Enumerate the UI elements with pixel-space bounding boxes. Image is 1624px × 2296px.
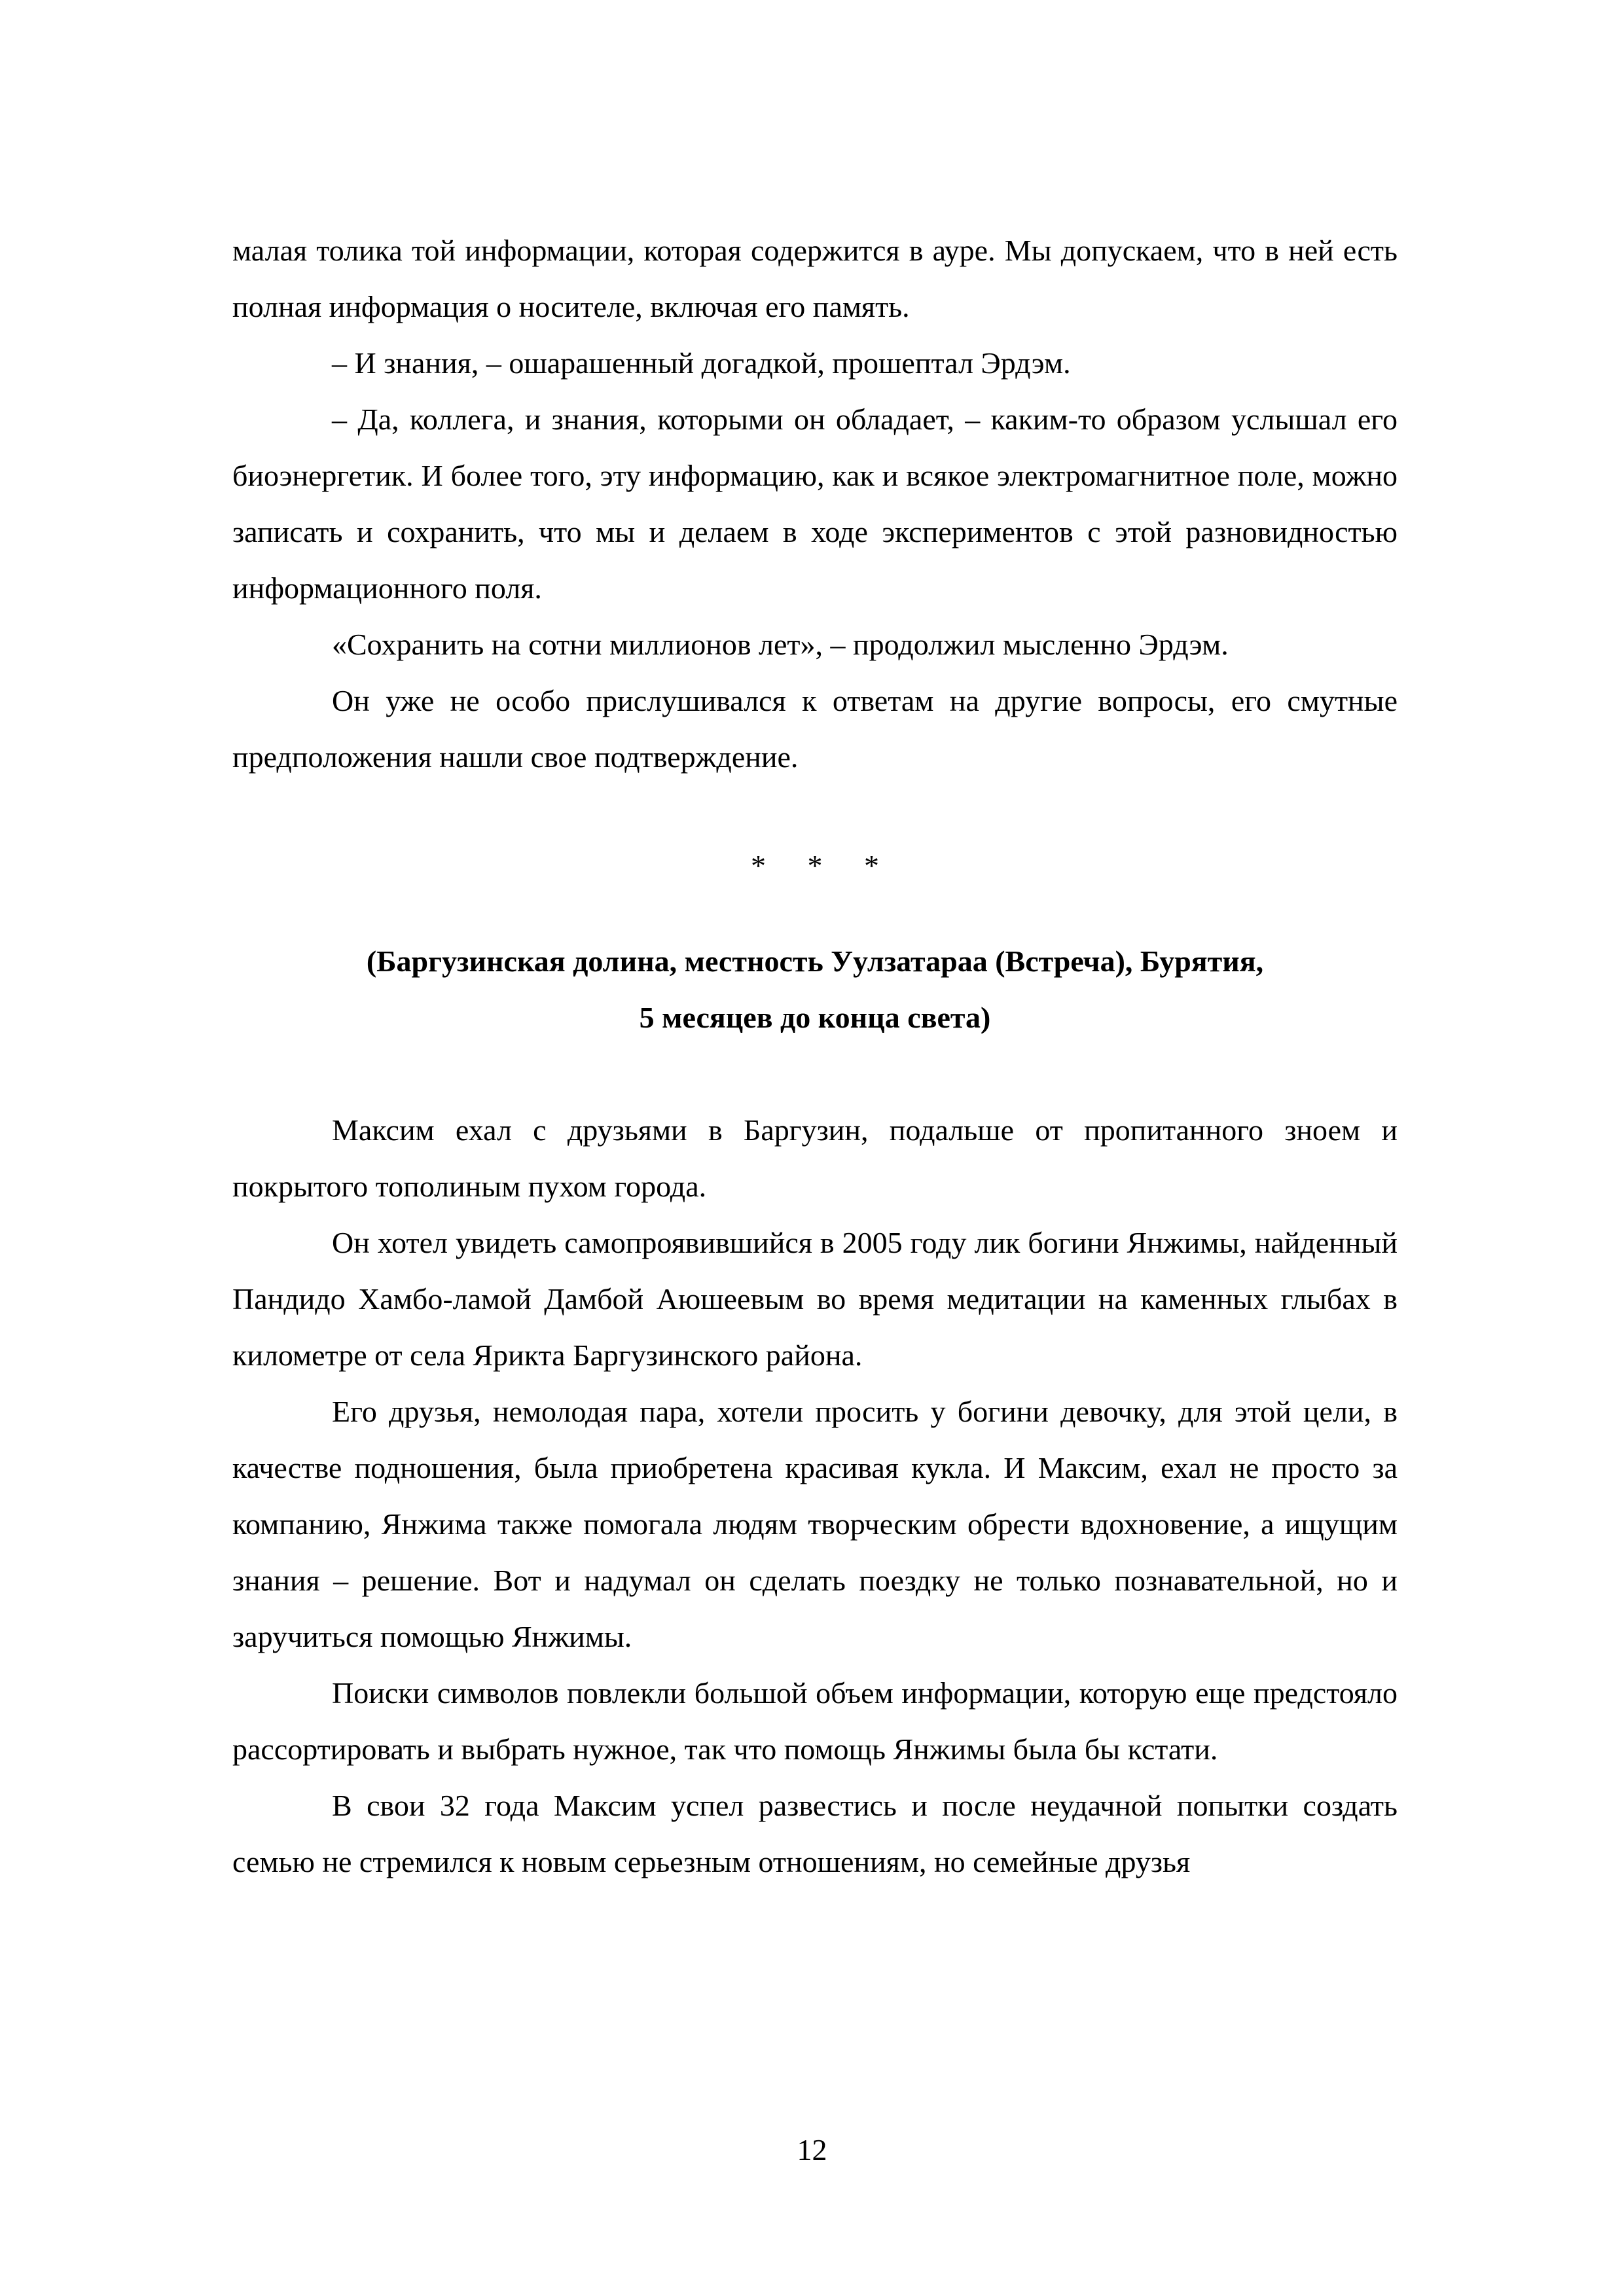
paragraph-quote: «Сохранить на сотни миллионов лет», – продолжил мысленно Эрдэм. (332, 628, 1229, 661)
chapter-heading-line-1: (Баргузинская долина, местность Уулзатараа (Встреча), Бурятия, (366, 944, 1264, 978)
paragraph: Он уже не особо прислушивался к ответам на другие вопросы, его смутные предположения нашли свое подтверждение. (232, 684, 1398, 774)
paragraph: Поиски символов повлекли большой объем информации, которую еще предстояло рассортировать и выбрать нужное, так что помощь Янжимы была бы кстати. (232, 1676, 1398, 1766)
paragraph-continuation: малая толика той информации, которая содержится в ауре. Мы допускаем, что в ней есть полная информация о носителе, включая его память. (232, 234, 1398, 323)
paragraph: Его друзья, немолодая пара, хотели просить у богини девочку, для этой цели, в качестве подношения, была приобретена красивая кукла. И Максим, ехал не просто за компанию, Янжима также помогала людям творческим обрести вдохновение, а ищущим знания – решение. Вот и надумал он сделать поездку не только познавательной, но и заручиться помощью Янжимы. (232, 1395, 1398, 1653)
section-separator: * * * (751, 849, 896, 882)
paragraph: В свои 32 года Максим успел развестись и после неудачной попытки создать семью не стремился к новым серьезным отношениям, но семейные друзья (232, 1789, 1398, 1878)
page-body (232, 223, 1398, 1890)
page-number: 12 (797, 2133, 827, 2166)
dialogue-line-bioenergetic: – Да, коллега, и знания, которыми он обладает, – каким-то образом услышал его биоэнергетик. И более того, эту информацию, как и всякое электромагнитное поле, можно записать и сохранить, что мы и делаем в ходе экспериментов с этой разновидностью информационного поля. (232, 403, 1398, 605)
paragraph: Он хотел увидеть самопроявившийся в 2005 году лик богини Янжимы, найденный Пандидо Хамбо-ламой Дамбой Аюшеевым во время медитации на каменных глыбах в километре от села Ярикта Баргузинского района. (232, 1226, 1398, 1372)
dialogue-line-erdem: – И знания, – ошарашенный догадкой, прошептал Эрдэм. (332, 346, 1071, 380)
paragraph: Максим ехал с друзьями в Баргузин, подальше от пропитанного зноем и покрытого тополиным пухом города. (232, 1113, 1398, 1203)
chapter-heading (232, 933, 1398, 1046)
chapter-heading-line-2: 5 месяцев до конца света) (639, 1001, 991, 1034)
